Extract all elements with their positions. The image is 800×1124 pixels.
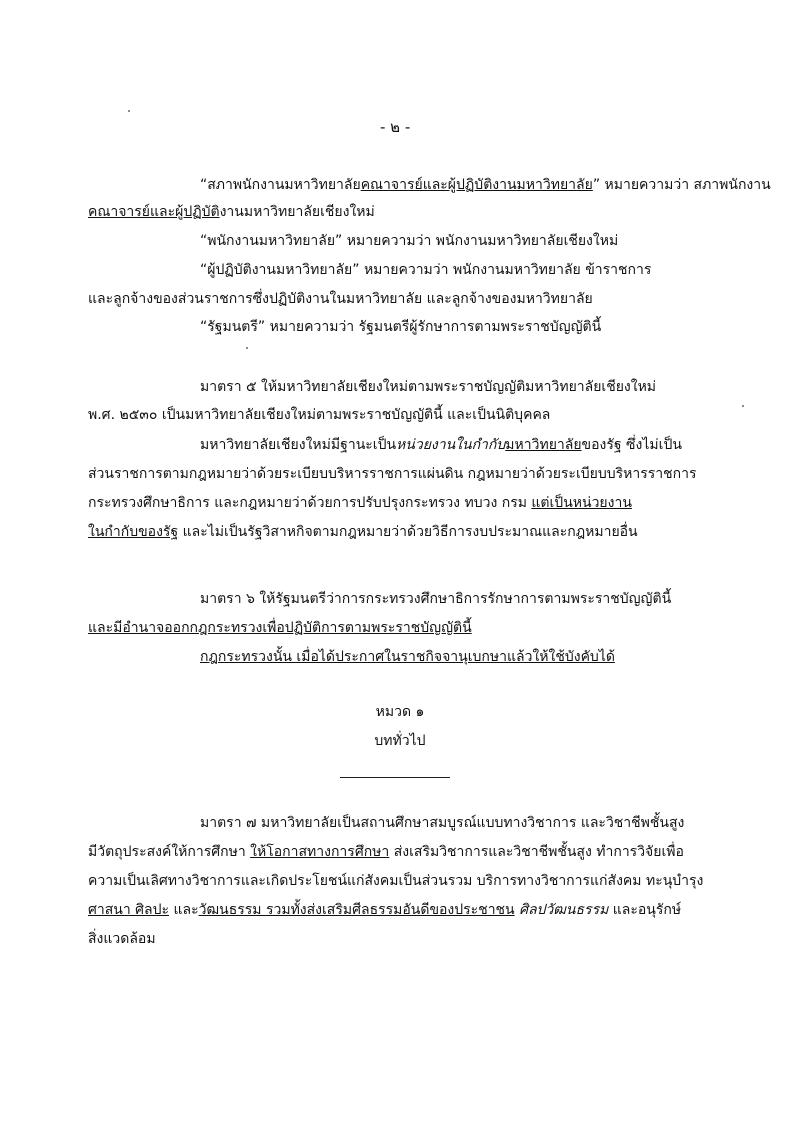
section5-line3-struck: หน่วยงานในกำกับ — [396, 437, 506, 453]
section5-line6-rest: และไม่เป็นรัฐวิสาหกิจตามกฎหมายว่าด้วยวิธีการงบประมาณและกฎหมายอื่น — [178, 524, 638, 540]
definition-council-line2-rest: งานมหาวิทยาลัยเชียงใหม่ — [219, 204, 375, 220]
section7-line3: ความเป็นเลิศทางวิชาการและเกิดประโยชน์แก่สังคมเป็นส่วนรวม บริการทางวิชาการแก่สังคม ทะนุบำรุง — [88, 873, 704, 889]
section6-line3: กฎกระทรวงนั้น เมื่อได้ประกาศในราชกิจจานุเบกษาแล้วให้ใช้บังคับได้ — [200, 649, 615, 665]
section7-line2-underlined: ให้โอกาสทางการศึกษา — [250, 844, 390, 860]
section7-line4-end: และอนุรักษ์ — [608, 902, 682, 918]
section5-line3-underlined: มหาวิทยาลัย — [505, 437, 582, 453]
scan-speck — [246, 347, 248, 349]
section7-line2-end: ส่งเสริมวิชาการและวิชาชีพชั้นสูง ทำการวิจัยเพื่อ — [389, 844, 684, 860]
section7-line4-underlined-a: ศาสนา ศิลปะ — [88, 902, 170, 918]
section7-line4-underlined-b: วัฒนธรรม รวมทั้งส่งเสริมศีลธรรมอันดีของประชาชน — [198, 902, 515, 918]
section5-line5 — [88, 494, 632, 512]
section7-line4 — [88, 901, 681, 919]
definition-council-end: ” หมายความว่า สภาพนักงาน — [592, 177, 771, 193]
definition-worker: “ผู้ปฏิบัติงานมหาวิทยาลัย” หมายความว่า พนักงานมหาวิทยาลัย ข้าราชการ — [200, 262, 652, 278]
section5-line3-end: ของรัฐ ซึ่งไม่เป็น — [581, 437, 682, 453]
section5-line6 — [88, 523, 638, 541]
section7-line4-struck: ศิลปวัฒนธรรม — [514, 902, 609, 918]
definition-worker-line2: และลูกจ้างของส่วนราชการซึ่งปฏิบัติงานในมหาวิทยาลัย และลูกจ้างของมหาวิทยาลัย — [88, 291, 593, 307]
chapter-divider — [340, 777, 450, 778]
section6-line2: และมีอำนาจออกกฎกระทรวงเพื่อปฏิบัติการตามพระราชบัญญัตินี้ — [88, 620, 472, 636]
section5-line4: ส่วนราชการตามกฎหมายว่าด้วยระเบียบบริหารราชการแผ่นดิน กฎหมายว่าด้วยระเบียบบริหารราชการ — [88, 466, 697, 482]
scan-speck — [128, 110, 130, 112]
chapter-number: หมวด ๑ — [375, 704, 425, 720]
definition-council-line2-underlined: คณาจารย์และผู้ปฏิบัติ — [88, 204, 220, 220]
section6-line1: มาตรา ๖ ให้รัฐมนตรีว่าการกระทรวงศึกษาธิการรักษาการตามพระราชบัญญัตินี้ — [200, 591, 672, 607]
definition-council — [200, 176, 771, 194]
section5-line2: พ.ศ. ๒๕๓๐ เป็นมหาวิทยาลัยเชียงใหม่ตามพระราชบัญญัตินี้ และเป็นนิติบุคคล — [88, 407, 551, 423]
section7-line2 — [88, 843, 684, 861]
definition-minister: “รัฐมนตรี” หมายความว่า รัฐมนตรีผู้รักษาการตามพระราชบัญญัตินี้ — [200, 319, 602, 335]
definition-council-underlined: คณาจารย์และผู้ปฏิบัติงานมหาวิทยาลัย — [360, 177, 593, 193]
section5-line3-start: มหาวิทยาลัยเชียงใหม่มีฐานะเป็น — [200, 437, 397, 453]
section7-line2-start: มีวัตถุประสงค์ให้การศึกษา — [88, 844, 251, 860]
section5-line5-start: กระทรวงศึกษาธิการ และกฎหมายว่าด้วยการปรับปรุงกระทรวง ทบวง กรม — [88, 495, 532, 511]
definition-council-start: “สภาพนักงานมหาวิทยาลัย — [200, 177, 361, 193]
scan-speck — [742, 405, 744, 407]
chapter-title: บททั่วไป — [374, 733, 426, 749]
section5-line3 — [200, 436, 682, 454]
section7-line1: มาตรา ๗ มหาวิทยาลัยเป็นสถานศึกษาสมบูรณ์แบบทางวิชาการ และวิชาชีพชั้นสูง — [200, 815, 685, 831]
definition-council-line2 — [88, 203, 375, 221]
section5-line6-underlined: ในกำกับของรัฐ — [88, 524, 179, 540]
section5-line1: มาตรา ๕ ให้มหาวิทยาลัยเชียงใหม่ตามพระราชบัญญัติมหาวิทยาลัยเชียงใหม่ — [200, 379, 657, 395]
section7-line4-and: และ — [169, 902, 199, 918]
page-number: - ๒ - — [380, 118, 411, 136]
section7-line5: สิ่งแวดล้อม — [88, 931, 156, 947]
section5-line5-underlined: แต่เป็นหน่วยงาน — [531, 495, 632, 511]
definition-employee: “พนักงานมหาวิทยาลัย” หมายความว่า พนักงานมหาวิทยาลัยเชียงใหม่ — [200, 233, 619, 249]
